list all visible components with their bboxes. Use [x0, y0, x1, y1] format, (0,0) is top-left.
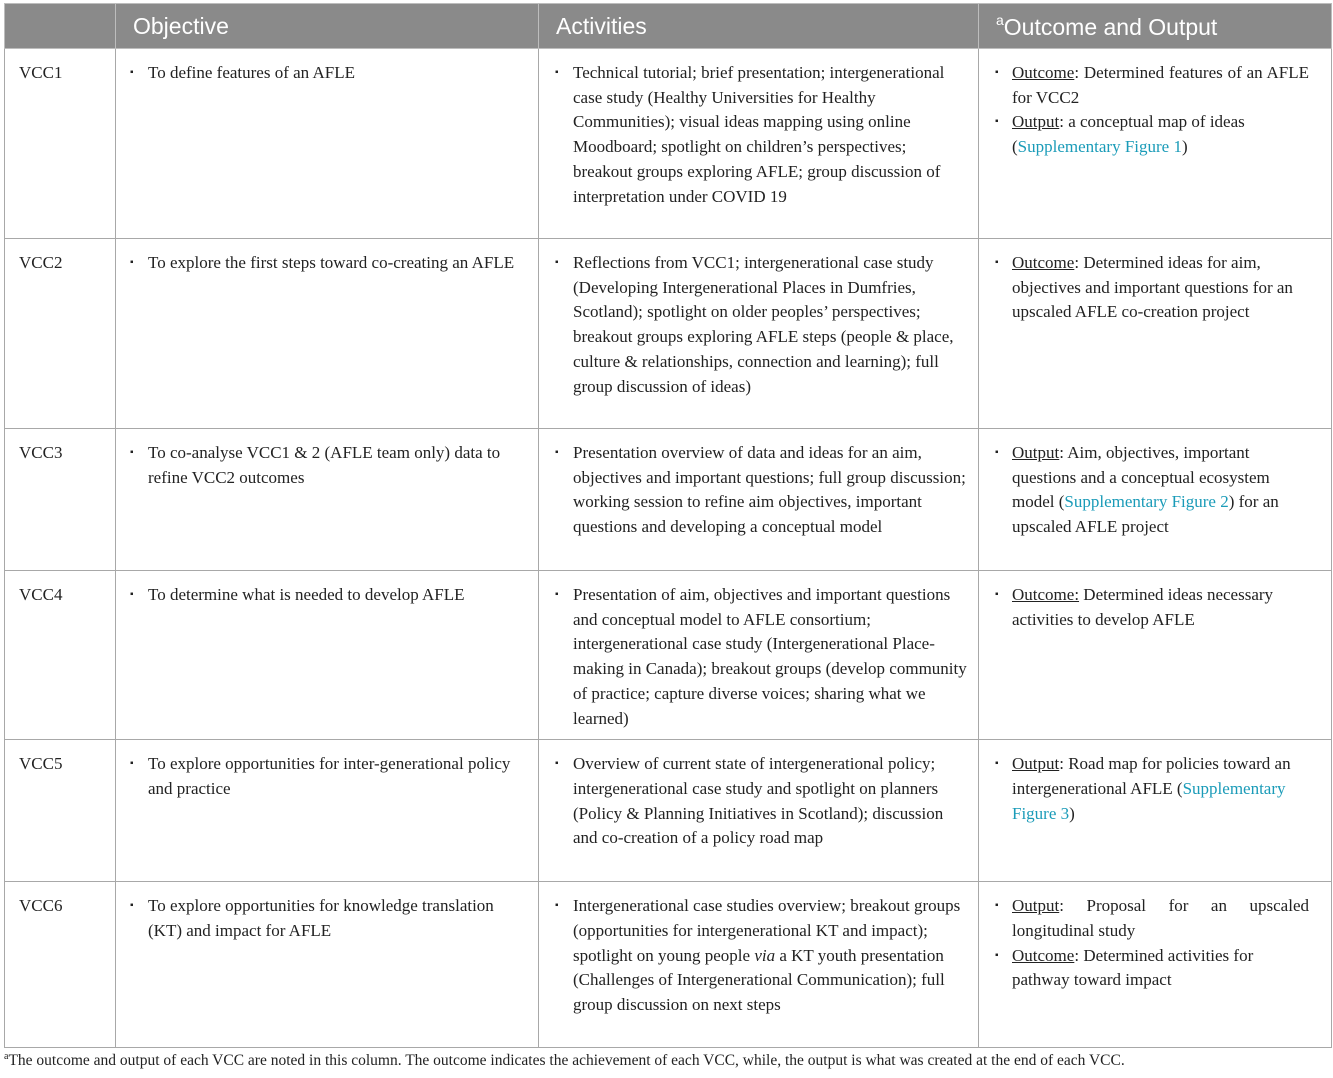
outcome-text: Determined activities for pathway toward impact: [1012, 945, 1254, 990]
objective-cell: [116, 571, 539, 740]
outcome-term: Output: [1012, 896, 1060, 916]
header-objective: Objective: [116, 4, 539, 49]
outcome-cell: [979, 49, 1332, 239]
objective-cell: [116, 49, 539, 239]
header-activities: Activities: [539, 4, 979, 49]
outcome-term: Outcome: [1012, 253, 1075, 272]
outcome-text: Determined ideas for aim, objectives and important questions for an upscaled AFLE co-creation project: [1012, 253, 1293, 322]
outcome-term: Output: [1012, 112, 1060, 132]
activities-text: ▪ Reflections from VCC1; intergenerational case study (Developing Intergenerational Places in Dumfries, Scotland); spotlight on older peoples’ perspectives; breakout groups exploring AFLE steps (people & place, culture & relationships, connection and learning); full group discussion of ideas): [553, 251, 970, 399]
outcome-tail: ): [1181, 137, 1188, 157]
activities-text: [553, 894, 970, 1018]
outcome-term: Output: [1012, 443, 1060, 462]
row-label: VCC6: [5, 882, 116, 1048]
table-row: [5, 882, 1332, 1048]
outcome-cell: [979, 740, 1332, 882]
table-row: [5, 239, 1332, 429]
outcome-sep: :: [1059, 443, 1068, 462]
objective-cell: [116, 740, 539, 882]
activities-cell: [539, 740, 979, 882]
activities-cell: [539, 571, 979, 740]
outcome-cell: [979, 882, 1332, 1048]
outcome-term: Outcome:: [1012, 585, 1080, 604]
outcome-item: [995, 441, 1309, 540]
outcome-item: [995, 251, 1309, 325]
row-label: VCC2: [5, 239, 116, 429]
header-outcome-output: [979, 4, 1332, 49]
row-label: VCC4: [5, 571, 116, 740]
outcome-sep: :: [1059, 754, 1069, 774]
objective-cell: [116, 239, 539, 429]
outcome-item: [995, 61, 1309, 110]
table-row: [5, 429, 1332, 571]
outcome-item: [995, 944, 1309, 993]
supplementary-figure-link[interactable]: Supplementary Figure 1: [1017, 137, 1182, 157]
objective-text: ▪ To explore opportunities for inter-generational policy and practice: [126, 752, 528, 801]
outcome-sep: :: [1059, 112, 1069, 132]
outcome-sep: :: [1059, 896, 1087, 916]
activities-cell: [539, 429, 979, 571]
outcome-sep: :: [1074, 63, 1084, 82]
objective-text: ▪ To define features of an AFLE: [126, 61, 528, 86]
outcome-cell: [979, 571, 1332, 740]
header-row: [5, 4, 1332, 49]
activities-cell: [539, 239, 979, 429]
row-label: VCC5: [5, 740, 116, 882]
objective-text: ▪ To determine what is needed to develop AFLE: [126, 583, 528, 608]
activities-cell: [539, 49, 979, 239]
objective-text: ▪ To co-analyse VCC1 & 2 (AFLE team only) data to refine VCC2 outcomes: [126, 441, 528, 490]
objective-cell: [116, 429, 539, 571]
outcome-text: a conceptual map of ideas (: [1012, 112, 1245, 157]
activities-text: ▪ Presentation of aim, objectives and important questions and conceptual model to AFLE consortium; intergenerational case study (Intergenerational Place-making in Canada); breakout groups (develop community of practice; capture diverse voices; sharing what we learned): [553, 583, 970, 731]
outcome-tail: ) for an upscaled AFLE project: [1012, 492, 1279, 537]
activities-cell: [539, 882, 979, 1048]
table-row: [5, 740, 1332, 882]
table-row: [5, 49, 1332, 239]
objective-text: ▪ To explore the first steps toward co-creating an AFLE: [126, 251, 528, 276]
vcc-table: [4, 3, 1332, 1048]
outcome-item: [995, 110, 1309, 159]
header-blank: [5, 4, 116, 49]
outcome-term: Outcome: [1012, 945, 1075, 965]
row-label: VCC1: [5, 49, 116, 239]
header-footnote-marker: a: [996, 11, 1004, 28]
activities-text: ▪ Technical tutorial; brief presentation; intergenerational case study (Healthy Universities for Healthy Communities); visual ideas mapping using online Moodboard; spotlight on children’s perspectives; breakout groups exploring AFLE; group discussion of interpretation under COVID 19: [553, 61, 970, 209]
outcome-text: Determined ideas necessary activities to develop AFLE: [1012, 585, 1274, 629]
outcome-cell: [979, 429, 1332, 571]
activities-text: ▪ Overview of current state of intergenerational policy; intergenerational case study and spotlight on planners (Policy & Planning Initiatives in Scotland); discussion and co-creation of a policy road map: [553, 752, 970, 851]
outcome-term: Output: [1012, 754, 1060, 774]
supplementary-figure-link[interactable]: Supplementary Figure 2: [1064, 492, 1229, 512]
outcome-cell: [979, 239, 1332, 429]
footnote-marker: a: [4, 1051, 9, 1062]
row-label: VCC3: [5, 429, 116, 571]
activities-text-emphasis: via: [754, 945, 776, 965]
outcome-sep: :: [1074, 945, 1084, 965]
outcome-text: Proposal for an upscaled longitudinal study: [1012, 896, 1309, 940]
outcome-item: [995, 583, 1309, 632]
outcome-text: Aim, objectives, important questions and a conceptual ecosystem model (: [1012, 443, 1270, 512]
objective-cell: [116, 882, 539, 1048]
header-outcome-label: Outcome and Output: [1003, 13, 1218, 40]
activities-text: ▪ Presentation overview of data and ideas for an aim, objectives and important questions; full group discussion; working session to refine aim objectives, important questions and developing a conceptual model: [553, 441, 970, 540]
supplementary-figure-link[interactable]: Supplementary Figure 3: [1012, 778, 1286, 823]
outcome-item: [995, 894, 1309, 943]
footnote-text: The outcome and output of each VCC are noted in this column. The outcome indicates the achievement of each VCC, while, the output is what was created at the end of each VCC.: [8, 1052, 1125, 1069]
outcome-item: [995, 752, 1309, 826]
activities-text-post: a KT youth presentation (Challenges of Intergenerational Communication); full group discussion on next steps: [573, 945, 945, 1015]
outcome-tail: ): [1069, 803, 1075, 823]
activities-text-pre: Intergenerational case studies overview; breakout groups (opportunities for intergenerational KT and impact); spotlight on young people: [573, 896, 961, 965]
table-footnote: [4, 1051, 1125, 1070]
outcome-text: Road map for policies toward an intergenerational AFLE (: [1012, 754, 1291, 798]
outcome-sep: :: [1074, 253, 1084, 272]
table-row: [5, 571, 1332, 740]
outcome-text: Determined features of an AFLE for VCC2: [1012, 63, 1310, 107]
objective-text: ▪ To explore opportunities for knowledge translation (KT) and impact for AFLE: [126, 894, 528, 943]
outcome-term: Outcome: [1012, 63, 1075, 82]
